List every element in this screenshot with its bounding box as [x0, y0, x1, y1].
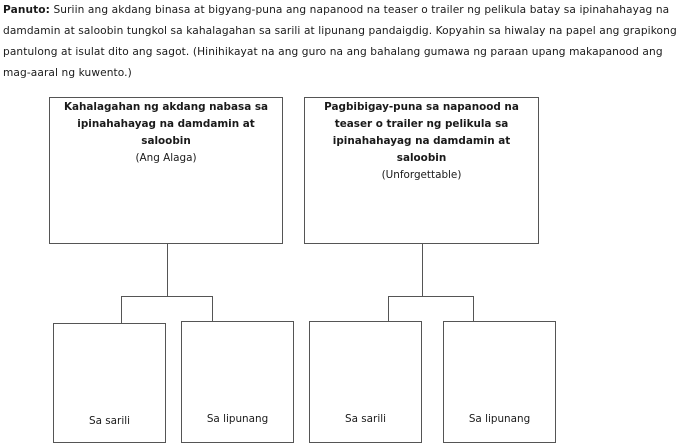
right-title-line-4: saloobin: [396, 152, 447, 164]
left-branch-line: [121, 296, 213, 297]
right-title-line-3: ipinahahayag na damdamin at: [332, 135, 511, 147]
right-leaf-box-sarili: [309, 321, 422, 443]
left-leaf-box-sarili: [53, 323, 166, 443]
right-branch-drop-2: [473, 296, 474, 323]
left-stem-line: [167, 244, 168, 296]
right-main-box: [304, 97, 539, 244]
left-main-box: [49, 97, 283, 244]
right-stem-line: [422, 244, 423, 296]
left-leaf-label-sarili: Sa sarili: [89, 415, 130, 427]
instructions-label: Panuto:: [3, 4, 50, 16]
right-leaf-label-sarili: Sa sarili: [345, 413, 386, 425]
left-branch-drop-2: [212, 296, 213, 323]
right-leaf-label-lipunang: Sa lipunang: [468, 413, 531, 425]
right-branch-drop-1: [388, 296, 389, 323]
instructions: [3, 0, 679, 84]
instructions-text: Suriin ang akdang binasa at bigyang-puna ang napanood na teaser o trailer ng pelikula batay sa ipinahahayag na damdamin at saloobin tungkol sa kahalagahan sa sarili at lipunang pandaigdig. Kopyahin sa hiwalay na papel ang grapikong pantulong at isulat dito ang sagot. (Hinihikayat na ang guro na ang bahalang gumawa ng paraan upang makapanood ang mag-aaral ng kuwento.): [3, 4, 677, 79]
left-title-line-2: ipinahahayag na damdamin at: [77, 118, 255, 130]
right-subtitle: (Unforgettable): [381, 169, 462, 181]
left-branch-drop-1: [121, 296, 122, 323]
left-leaf-label-lipunang: Sa lipunang: [206, 413, 269, 425]
right-leaf-box-lipunang: [443, 321, 556, 443]
left-leaf-box-lipunang: [181, 321, 294, 443]
right-title-line-2: teaser o trailer ng pelikula sa: [334, 118, 509, 130]
left-title-line-1: Kahalagahan ng akdang nabasa sa: [63, 101, 269, 113]
left-subtitle: (Ang Alaga): [135, 152, 197, 164]
left-title-line-3: saloobin: [141, 135, 191, 147]
right-branch-line: [388, 296, 474, 297]
right-title-line-1: Pagbibigay-puna sa napanood na: [324, 101, 519, 113]
